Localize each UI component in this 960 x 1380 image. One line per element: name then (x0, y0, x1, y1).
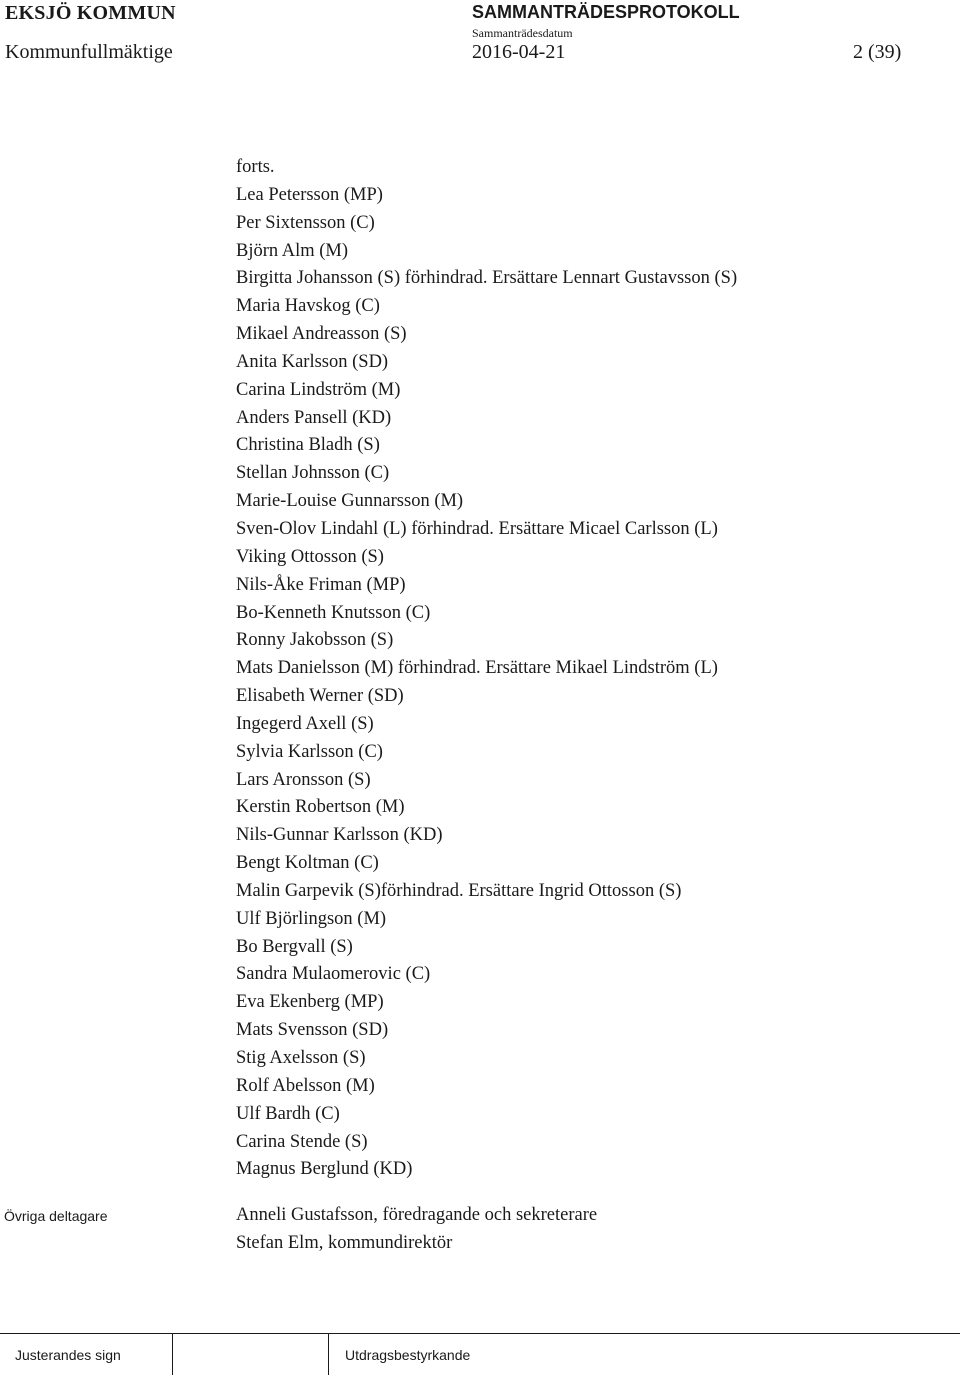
member-row: Stellan Johnsson (C) (236, 463, 390, 484)
certification-label: Utdragsbestyrkande (345, 1347, 471, 1363)
member-row: Ulf Björlingson (M) (236, 908, 387, 929)
member-row: Björn Alm (M) (236, 240, 349, 261)
member-row: Anita Karlsson (SD) (236, 351, 389, 372)
member-row: Viking Ottosson (S) (236, 546, 384, 567)
member-row: Ronny Jakobsson (S) (236, 630, 394, 651)
member-row: Lars Aronsson (S) (236, 769, 371, 790)
member-row: Carina Lindström (M) (236, 379, 401, 400)
member-row: Kerstin Robertson (M) (236, 797, 405, 818)
council-name: Kommunfullmäktige (5, 41, 173, 63)
member-row: Lea Petersson (MP) (236, 184, 383, 205)
footer-rule (0, 1333, 960, 1334)
member-row: Malin Garpevik (S)förhindrad. Ersättare Ingrid Ottosson (S) (236, 880, 682, 901)
member-row: Sven-Olov Lindahl (L) förhindrad. Ersättare Micael Carlsson (L) (236, 518, 718, 539)
member-row: Carina Stende (S) (236, 1131, 368, 1152)
member-row: Nils-Gunnar Karlsson (KD) (236, 825, 443, 846)
member-row: Eva Ekenberg (MP) (236, 992, 384, 1013)
member-row: Bo-Kenneth Knutsson (C) (236, 602, 431, 623)
participant-row: Stefan Elm, kommundirektör (236, 1232, 453, 1253)
signature-label: Justerandes sign (15, 1347, 121, 1363)
page-number: 2 (39) (853, 41, 902, 63)
members-list (236, 154, 737, 1184)
footer-divider (172, 1333, 173, 1375)
member-row: Birgitta Johansson (S) förhindrad. Ersättare Lennart Gustavsson (S) (236, 268, 738, 289)
member-row: Christina Bladh (S) (236, 435, 380, 456)
member-row: Nils-Åke Friman (MP) (236, 574, 406, 595)
member-row: Mats Svensson (SD) (236, 1020, 389, 1041)
member-row: Stig Axelsson (S) (236, 1048, 366, 1068)
footer-divider (328, 1333, 329, 1375)
meeting-date-label: Sammanträdesdatum (472, 26, 573, 40)
member-row: Marie-Louise Gunnarsson (M) (236, 491, 464, 512)
organization-name: EKSJÖ KOMMUN (5, 2, 176, 24)
member-row: Mikael Andreasson (S) (236, 324, 407, 345)
member-row: Mats Danielsson (M) förhindrad. Ersättare Mikael Lindström (L) (236, 658, 718, 679)
member-row: Rolf Abelsson (M) (236, 1075, 375, 1096)
member-row: Anders Pansell (KD) (236, 407, 392, 428)
member-row: forts. (236, 157, 275, 177)
member-row: Bengt Koltman (C) (236, 853, 379, 874)
member-row: Maria Havskog (C) (236, 296, 380, 317)
participant-row: Anneli Gustafsson, föredragande och sekreterare (236, 1205, 598, 1225)
member-row: Bo Bergvall (S) (236, 936, 353, 957)
document-type: SAMMANTRÄDESPROTOKOLL (472, 2, 740, 22)
member-row: Sandra Mulaomerovic (C) (236, 964, 431, 985)
member-row: Magnus Berglund (KD) (236, 1159, 413, 1180)
member-row: Sylvia Karlsson (C) (236, 741, 383, 762)
signature-footer (0, 1333, 960, 1380)
other-participants-label: Övriga deltagare (4, 1208, 108, 1224)
member-row: Per Sixtensson (C) (236, 212, 375, 233)
member-row: Ingegerd Axell (S) (236, 713, 374, 734)
meeting-date: 2016-04-21 (472, 41, 566, 63)
member-row: Ulf Bardh (C) (236, 1103, 340, 1124)
other-participants-list (236, 1202, 597, 1258)
member-row: Elisabeth Werner (SD) (236, 686, 404, 707)
